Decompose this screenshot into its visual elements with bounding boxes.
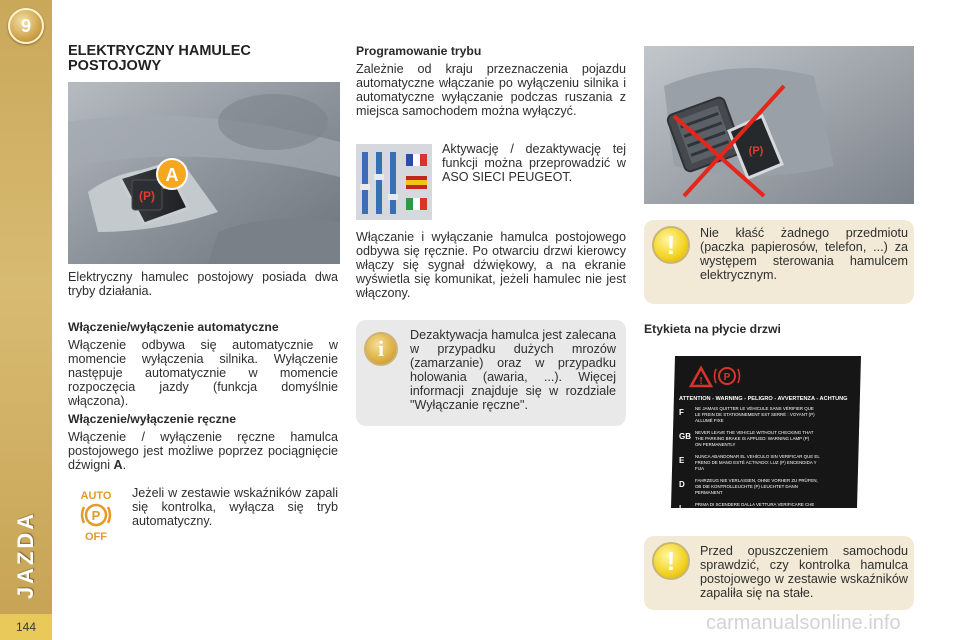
manual-info-text: Włączanie i wyłączanie hamulca postojowego odbywa się ręcznie. Po otwarciu drzwi kierowcy włączy się sygnał dźwiękowy, a na ekranie wyświetla się komunikat, jeżeli hamulec nie jest włączony. (356, 230, 626, 300)
france-flag-icon (406, 154, 427, 166)
brake-switch-glyph: (P) (139, 189, 155, 203)
warning-exclamation-icon: ! (652, 226, 690, 264)
callout-a-letter: A (165, 165, 179, 185)
auto-note-text: Jeżeli w zestawie wskaźników zapali się kontrolka, wyłącza się tryb automatyczny. (132, 486, 338, 528)
sticker-lang-code: F (679, 408, 684, 417)
sticker-line-text: PRIMA DI SCENDERE DALLA VETTURA VERIFICARE CHE (695, 502, 815, 507)
spain-flag-icon (406, 176, 427, 189)
sticker-lang-code: GB (679, 432, 691, 441)
manual-text-main: Włączenie / wyłączenie ręczne hamulca postojowego jest możliwe poprzez pociągnięcie dźwigni (68, 430, 338, 472)
sticker-line-text: OB DIE KONTROLLEUCHTE (P) LEUCHTET DANN (695, 484, 798, 489)
parking-brake-console-photo (68, 82, 340, 264)
forbidden-object-photo (644, 46, 914, 204)
italy-flag-icon (406, 198, 427, 210)
door-warning-sticker (669, 356, 861, 519)
sticker-line-text: NEVER LEAVE THE VEHICLE WITHOUT CHECKING THAT (695, 430, 814, 435)
page-title: ELEKTRYCZNY HAMULEC POSTOJOWY (68, 43, 251, 74)
sticker-line-text: NE JAMAIS QUITTER LE VÉHICULE SANS VÉRIFIER QUE (695, 406, 814, 411)
manual-text-lever: A (113, 458, 123, 472)
watermark-text: carmanualsonline.info (706, 612, 901, 634)
programming-heading: Programowanie trybu (356, 44, 482, 58)
sticker-line-text: ON PERMANENTLY (695, 442, 736, 447)
forbidden-illustration (644, 46, 914, 204)
sticker-line-text: FIJA (695, 466, 705, 471)
manual-text (68, 430, 338, 472)
sticker-line-text: NUNCA ABANDONAR EL VEHÍCULO SIN VERIFICAR QUE EL (695, 454, 820, 459)
info-box-text: Dezaktywacja hamulca jest zalecana w przypadku dużych mrozów (zamarzanie) oraz w przypadku holowania (awaria, ...). Więcej informacji znajduje się w rozdziale "Wyłączanie ręczne". (410, 328, 616, 412)
sticker-lang-code: E (679, 456, 685, 465)
auto-word: AUTO (80, 490, 112, 502)
chapter-number: 9 (20, 16, 31, 36)
svg-text:!: ! (699, 376, 703, 387)
svg-text:P: P (723, 372, 731, 383)
sticker-line-text: ACCESA FISSA (695, 514, 727, 519)
auto-text: Włączenie odbywa się automatycznie w momencie wyłączenia silnika. Wyłączenie następuje automatycznie w momencie rozpoczęcia jazdy (funkcja domyślnie włączona). (68, 338, 338, 408)
country-flags-image (356, 144, 432, 220)
chapter-badge (8, 8, 44, 44)
manual-text-end: . (122, 458, 127, 472)
aso-text: Aktywację / dezaktywację tej funkcji można przeprowadzić w ASO SIECI PEUGEOT. (442, 142, 626, 184)
info-icon: i (364, 332, 398, 366)
manual-heading: Włączenie/wyłączenie ręczne (68, 412, 236, 426)
page-number: 144 (0, 614, 52, 640)
section-title-text: JAZDA (13, 510, 38, 600)
door-label-heading: Etykieta na płycie drzwi (644, 322, 781, 336)
warning-exclamation-icon-2: ! (652, 542, 690, 580)
brake-switch-glyph-b: (P) (748, 145, 764, 157)
chapter-sidebar (0, 0, 52, 640)
auto-heading: Włączenie/wyłączenie automatyczne (68, 320, 279, 334)
sticker-line-text: PERMANENT (695, 490, 723, 495)
intro-text: Elektryczny hamulec postojowy posiada dwa tryby działania. (68, 270, 338, 298)
sticker-line-text: THE PARKING BRAKE IS APPLIED: WARNING LAMP (P) (695, 436, 810, 441)
auto-off-parking-icon (76, 488, 116, 542)
sticker-line-text: FRENO DE MANO ESTÉ ACTIVADO: LUZ (P) ENCENDIDA Y (695, 460, 817, 465)
sticker-line-text: FAHRZEUG NIE VERLASSEN, OHNE VORHER ZU PRÜFEN, (695, 478, 818, 483)
console-illustration (68, 82, 340, 264)
warning-leaving-text: Przed opuszczeniem samochodu sprawdzić, czy kontrolka hamulca postojowego w zestawie wskaźników zapaliła się na stałe. (700, 544, 908, 600)
svg-text:P: P (91, 508, 101, 523)
off-word: OFF (85, 531, 107, 543)
sticker-line-text: ALLUMÉ FIXE (695, 418, 724, 423)
sticker-header: ATTENTION - WARNING - PELIGRO - AVVERTENZA - ACHTUNG (679, 396, 848, 402)
sticker-line-text: LE FREIN DE STATIONNEMENT EST SERRÉ : VOYANT (P) (695, 412, 815, 417)
warning-objects-text: Nie kłaść żadnego przedmiotu (paczka papierosów, telefon, ...) za występem sterowania hamulcem elektrycznym. (700, 226, 908, 282)
sticker-line-text: IL FRENO DI STAZIONAMENTO SIA INSERITO: SPIA (P) (695, 508, 809, 513)
sticker-lang-code: D (679, 480, 685, 489)
programming-text: Zależnie od kraju przeznaczenia pojazdu automatyczne włączanie po wyłączeniu silnika i automatyczne wyłączanie podczas ruszania z miejsca samochodem można wyłączyć. (356, 62, 626, 118)
sticker-lang-code: I (679, 504, 682, 513)
